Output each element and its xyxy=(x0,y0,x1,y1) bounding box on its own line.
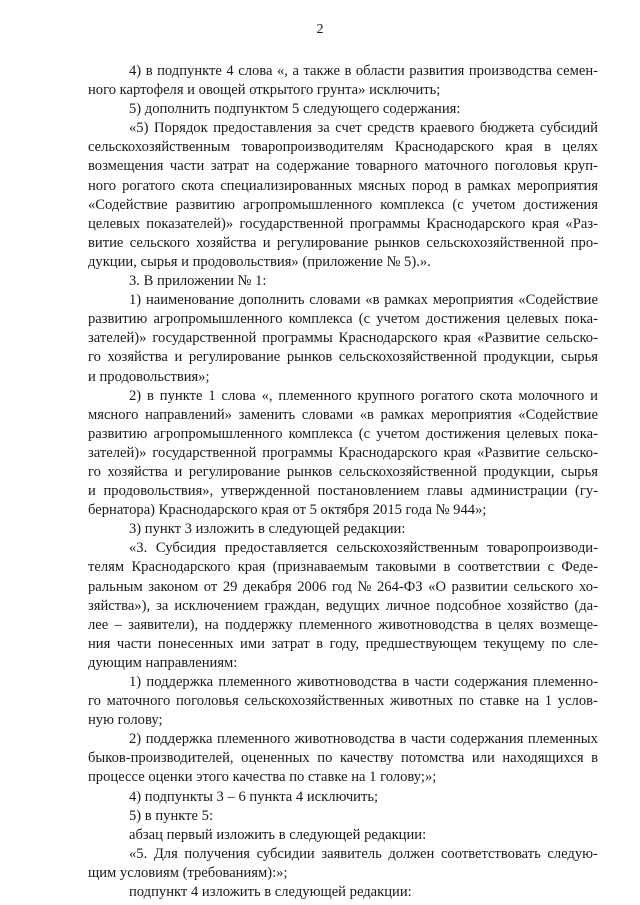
text-line: развитию агропромышленного комплекса (с учетом достижения целевых пока- xyxy=(88,425,598,442)
text-line: «5. Для получения субсидии заявитель должен соответствовать следую- xyxy=(129,845,598,862)
paragraph xyxy=(88,845,598,883)
paragraph xyxy=(88,673,598,730)
text-line: ния части понесенных ими затрат в году, предшествующем текущему по сле- xyxy=(88,635,598,652)
text-line: 2) в пункте 1 слова «, племенного крупного рогатого скота молочного и xyxy=(129,387,598,404)
text-line: зателей)» государственной программы Краснодарского края «Развитие сельско- xyxy=(88,444,598,461)
document-body xyxy=(88,62,598,902)
text-line: го хозяйства и регулирование рынков сельскохозяйственной продукции, сырья xyxy=(88,463,598,480)
text-line: процессе оценки этого качества по ставке на 1 голову;»; xyxy=(88,769,437,786)
text-line: телям Краснодарского края (признаваемым таковыми в соответствии с Феде- xyxy=(88,559,598,576)
text-line: сельскохозяйственным товаропроизводителям Краснодарского края в целях xyxy=(88,139,598,156)
text-line: «Содействие развитию агропромышленного комплекса (с учетом достижения xyxy=(88,196,598,213)
text-line: зателей)» государственной программы Краснодарского края «Развитие сельско- xyxy=(88,330,598,347)
text-line: го маточного поголовья сельскохозяйственных животных по ставке на 1 услов- xyxy=(88,693,598,710)
text-line: мясного направлений» заменить словами «в рамках мероприятия «Содействие xyxy=(88,406,598,423)
text-line: развитию агропромышленного комплекса (с учетом достижения целевых пока- xyxy=(88,311,598,328)
text-line: 2) поддержка племенного животноводства в части содержания племенных xyxy=(129,731,598,748)
text-line: подпункт 4 изложить в следующей редакции: xyxy=(129,884,412,901)
text-line: 5) в пункте 5: xyxy=(129,807,214,824)
paragraph xyxy=(88,62,598,100)
text-line: 4) в подпункте 4 слова «, а также в области развития производства семен- xyxy=(129,63,598,79)
text-line: возмещения части затрат на содержание товарного маточного поголовья круп- xyxy=(88,158,598,175)
text-line: и продовольствия», утвержденной постановлением главы администрации (гу- xyxy=(88,483,598,500)
paragraph xyxy=(88,826,598,845)
text-line: бернатора) Краснодарского края от 5 октября 2015 года № 944»; xyxy=(88,502,487,519)
paragraph xyxy=(88,291,598,386)
paragraph xyxy=(88,539,598,673)
text-line: 1) поддержка племенного животноводства в части содержания племенно- xyxy=(129,674,598,690)
text-line: дукции, сырья и продовольствия» (приложение № 5).». xyxy=(88,253,431,270)
text-line: ного рогатого скота специализированных мясных пород в рамках мероприятия xyxy=(88,177,598,194)
text-line: дующим направлениям: xyxy=(88,654,238,671)
text-line: зяйства»), за исключением граждан, ведущих личное подсобное хозяйство (да- xyxy=(88,597,598,614)
paragraph xyxy=(88,387,598,521)
text-line: целевых показателей)» государственной программы Краснодарского края «Раз- xyxy=(88,215,598,232)
text-line: ральным законом от 29 декабря 2006 год № 264-ФЗ «О развитии сельского хо- xyxy=(88,578,598,595)
text-line: лее – заявители), на поддержку племенного животноводства в целях возмеще- xyxy=(88,616,598,633)
paragraph xyxy=(88,730,598,787)
text-line: 5) дополнить подпунктом 5 следующего содержания: xyxy=(129,101,461,118)
paragraph xyxy=(88,883,598,902)
paragraph xyxy=(88,272,598,291)
text-line: быков-производителей, оцененных по качеству потомства или находящихся в xyxy=(88,750,598,767)
text-line: 4) подпункты 3 – 6 пункта 4 исключить; xyxy=(129,788,379,805)
text-line: ного картофеля и овощей открытого грунта» исключить; xyxy=(88,82,441,99)
paragraph xyxy=(88,807,598,826)
text-line: ную голову; xyxy=(88,712,163,729)
paragraph xyxy=(88,119,598,272)
paragraph xyxy=(88,788,598,807)
text-line: 1) наименование дополнить словами «в рамках мероприятия «Содействие xyxy=(129,292,598,309)
text-line: 3) пункт 3 изложить в следующей редакции: xyxy=(129,521,406,538)
page-number: 2 xyxy=(316,22,324,37)
text-line: 3. В приложении № 1: xyxy=(129,273,267,290)
text-line: и продовольствия»; xyxy=(88,368,210,385)
paragraph xyxy=(88,100,598,119)
text-line: «3. Субсидия предоставляется сельскохозяйственным товаропроизводи- xyxy=(129,540,598,557)
text-line: абзац первый изложить в следующей редакции: xyxy=(129,826,427,843)
text-line: го хозяйства и регулирование рынков сельскохозяйственной продукции, сырья xyxy=(88,349,598,366)
paragraph xyxy=(88,520,598,539)
text-line: щим условиям (требованиям):»; xyxy=(88,864,288,881)
text-line: «5) Порядок предоставления за счет средств краевого бюджета субсидий xyxy=(129,120,598,137)
text-line: витие сельского хозяйства и регулирование рынков сельскохозяйственной про- xyxy=(88,234,598,251)
